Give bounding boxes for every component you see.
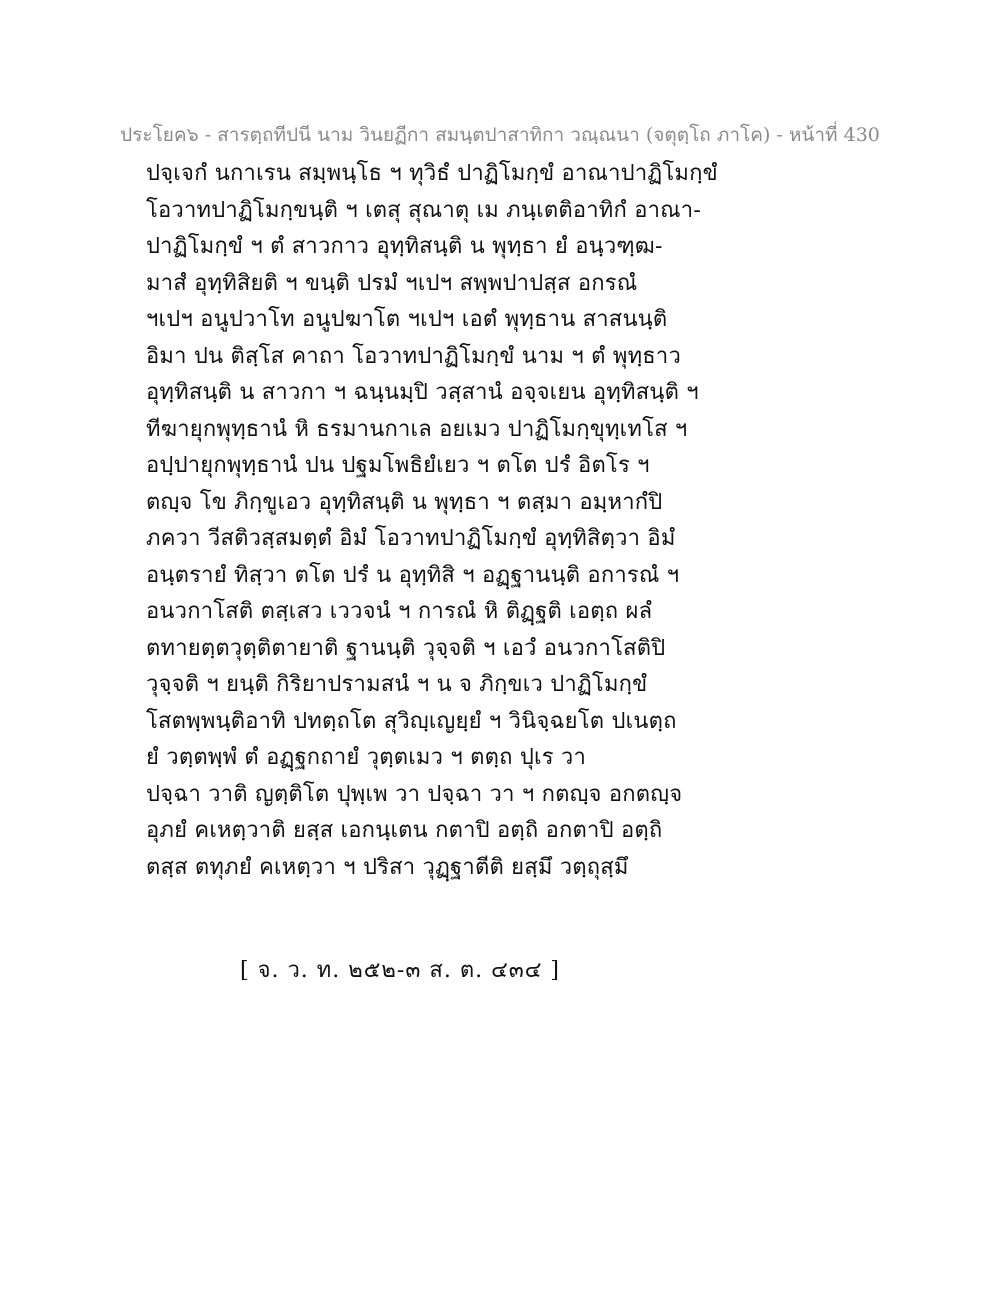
text-line: ฯเปฯ อนูปวาโท อนูปฆาโต ฯเปฯ เอตํ พุทฺธาน สาสนนฺติ [146,307,668,332]
text-line: ยํ วตฺตพฺพํ ตํ อฏฺฐกถายํ วุตฺตเมว ฯ ตตฺถ ปุเร วา [146,745,587,770]
text-line: ตทายตฺตวุตฺติตายาติ ฐานนฺติ วุจฺจติ ฯ เอวํ อนวกาโสติปิ [146,635,666,661]
text-line: ปจฺเจกํ นกาเรน สมฺพนฺโธ ฯ ทุวิธํ ปาฏิโมกฺขํ อาณาปาฏิโมกฺขํ [146,161,718,186]
text-line: โสตพฺพนฺติอาทิ ปทตฺถโต สุวิญฺเญยฺยํ ฯ วินิจฺฉยโต ปเนตฺถ [146,708,677,734]
reference-citation: [ จ. ว. ท. ๒๕๒-๓ ส. ต. ๔๓๔ ] [240,958,561,983]
text-line: อิมา ปน ติสฺโส คาถา โอวาทปาฏิโมกฺขํ นาม ฯ ตํ พุทฺธาว [146,343,681,369]
text-line: อนฺตรายํ ทิสฺวา ตโต ปรํ น อุทฺทิสิ ฯ อฏฺฐานนฺติ อการณํ ฯ [146,562,680,588]
text-line: ปาฏิโมกฺขํ ฯ ตํ สาวกาว อุทฺทิสนฺติ น พุทฺธา ยํ อนฺวฑฺฒ- [146,234,663,259]
page-header: ประโยค๖ - สารตฺถทีปนี นาม วินยฏีกา สมนฺตปาสาทิกา วณฺณนา (จตุตฺโถ ภาโค) - หน้าที่ 430 [120,124,880,146]
text-line: ตสฺส ตทุภยํ คเหตฺวา ฯ ปริสา วุฏฺฐาตีติ ยสฺมึ วตฺถุสฺมึ [146,854,629,880]
text-line: วุจฺจติ ฯ ยนฺติ กิริยาปรามสนํ ฯ น จ ภิกฺขเว ปาฏิโมกฺขํ [146,672,648,697]
text-line: อุทฺทิสนฺติ น สาวกา ฯ ฉนฺนมฺปิ วสฺสานํ อจฺจเยน อุทฺทิสนฺติ ฯ [146,380,699,405]
body-text [146,156,718,886]
text-line: ปจฺฉา วาติ ญตฺติโต ปุพฺเพ วา ปจฺฉา วา ฯ กตญฺจ อกตญฺจ [146,781,683,807]
text-line: มาสํ อุทฺทิสิยติ ฯ ขนฺติ ปรมํ ฯเปฯ สพฺพปาปสฺส อกรณํ [146,270,638,296]
text-line: อนวกาโสติ ตสฺเสว เววจนํ ฯ การณํ หิ ติฏฺฐติ เอตฺถ ผลํ [146,599,653,624]
text-line: ตญฺจ โข ภิกฺขูเอว อุทฺทิสนฺติ น พุทฺธา ฯ ตสฺมา อมฺหากํปิ [146,489,663,515]
text-line: อปฺปายุกพุทฺธานํ ปน ปฐมโพธิยํเยว ฯ ตโต ปรํ อิตโร ฯ [146,453,650,478]
text-line: อุภยํ คเหตฺวาติ ยสฺส เอกนฺเตน กตาปิ อตฺถิ อกตาปิ อตฺถิ [146,818,663,843]
text-line: โอวาทปาฏิโมกฺขนฺติ ฯ เตสุ สุณาตุ เม ภนฺเตติอาทิกํ อาณา- [146,197,701,223]
text-line: ภควา วีสติวสฺสมตฺตํ อิมํ โอวาทปาฏิโมกฺขํ อุทฺทิสิตฺวา อิมํ [146,526,676,551]
text-line: ทีฆายุกพุทฺธานํ หิ ธรมานกาเล อยเมว ปาฏิโมกฺขุทฺเทโส ฯ [146,416,688,442]
